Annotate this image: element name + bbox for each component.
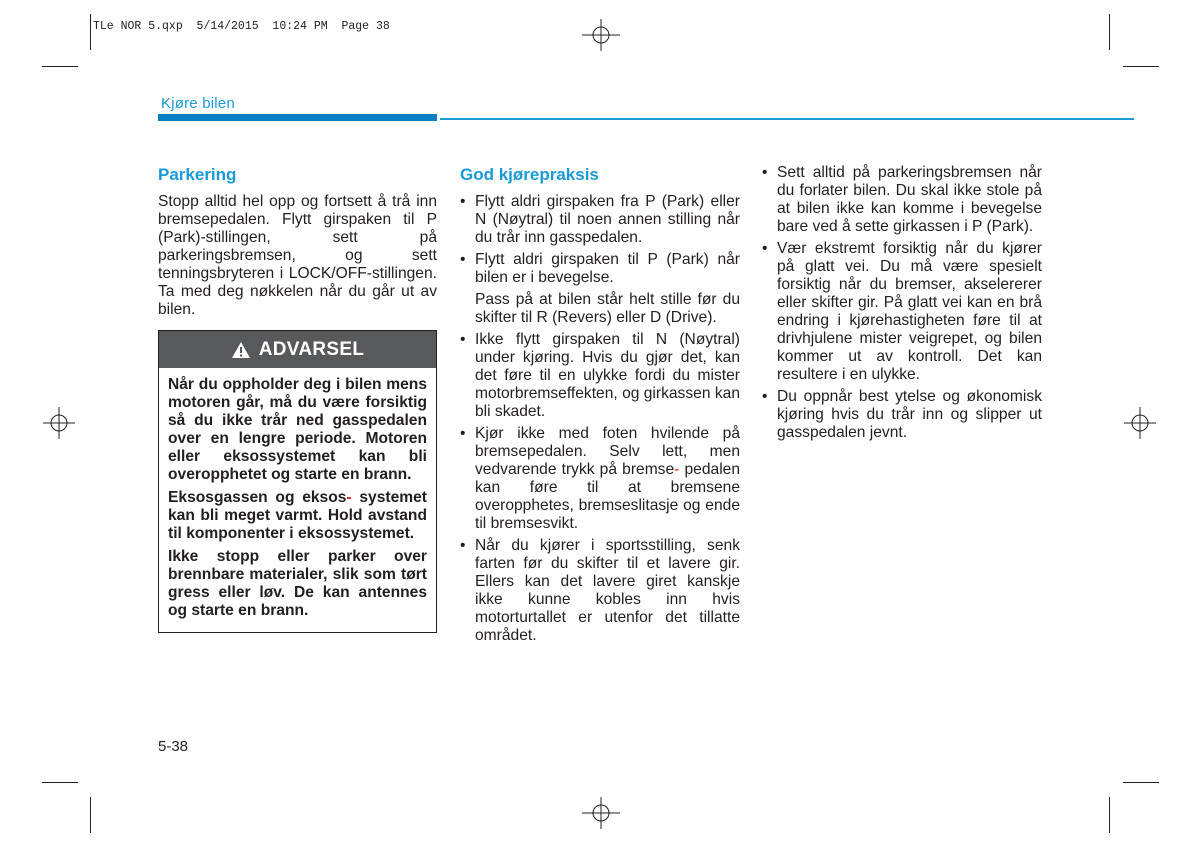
bullet-icon: • bbox=[460, 537, 466, 554]
list-item-text: Flytt aldri girspaken til P (Park) når bilen er i bevegelse. bbox=[475, 251, 740, 286]
list-item-subparagraph: Pass på at bilen står helt stille før du skifter til R (Revers) eller D (Drive). bbox=[475, 291, 740, 326]
column-continued bbox=[762, 164, 1042, 446]
list-item bbox=[460, 193, 740, 247]
list-item-text: Ikke flytt girspaken til N (Nøytral) under kjøring. Hvis du gjør det, kan det føre til en ulykke fordi du mister motorbremseffekten, og girkassen kan bli skadet. bbox=[475, 331, 740, 420]
crop-mark bbox=[1123, 66, 1159, 67]
warning-box bbox=[158, 330, 437, 633]
warning-paragraph: Når du oppholder deg i bilen mens motoren går, må du være forsiktig så du ikke trår ned gasspedalen over en lengre periode. Motoren eller eksossystemet kan bli overopphetet og starte en brann. bbox=[168, 376, 427, 483]
bullet-icon: • bbox=[460, 425, 466, 442]
registration-mark-icon bbox=[1124, 407, 1156, 439]
list-item-text: Sett alltid på parkeringsbremsen når du forlater bilen. Du skal ikke stole på at bilen ikke kan komme i bevegelse bare ved å sette girkassen i P (Park). bbox=[777, 164, 1042, 235]
crop-mark bbox=[1123, 782, 1159, 783]
warning-paragraph: Ikke stopp eller parker over brennbare materialer, slik som tørt gress eller løv. De kan antennes og starte en brann. bbox=[168, 548, 427, 619]
bullet-list bbox=[460, 193, 740, 645]
crop-mark bbox=[1109, 797, 1110, 833]
bullet-icon: • bbox=[460, 251, 466, 268]
registration-mark-icon bbox=[582, 797, 620, 829]
warning-header bbox=[159, 331, 436, 368]
registration-mark-icon bbox=[582, 19, 620, 51]
list-item bbox=[460, 331, 740, 421]
warning-paragraph bbox=[168, 489, 427, 543]
list-item-text: Vær ekstremt forsiktig når du kjører på glatt vei. Du må være spesielt forsiktig når du bremser, akselererer eller skifter gir. På glatt vei kan en brå endring i kjørehastigheten føre til at drivhjulene mister veigrepet, og bilen kommer ut av kontroll. Det kan resultere i en ulykke. bbox=[777, 240, 1042, 383]
list-item-text: Når du kjører i sportsstilling, senk farten før du skifter til et lavere gir. Ellers kan det lavere giret kanskje ikke kunne kobles inn hvis motorturtallet er utenfor det tillatte området. bbox=[475, 537, 740, 644]
bullet-list bbox=[762, 164, 1042, 442]
section-rule bbox=[440, 118, 1134, 120]
bullet-icon: • bbox=[762, 240, 768, 257]
heading-parkering: Parkering bbox=[158, 165, 237, 184]
heading-god-kjorepraksis: God kjørepraksis bbox=[460, 165, 599, 184]
hyphen-mark: - bbox=[346, 489, 352, 506]
list-item bbox=[762, 388, 1042, 442]
crop-mark bbox=[42, 66, 78, 67]
bullet-icon: • bbox=[762, 388, 768, 405]
list-item-text: pedalen kan føre til at bremsene overopphetes, bremseslitasje og ende til bremsesvikt. bbox=[475, 461, 740, 532]
print-slug: TLe NOR 5.qxp 5/14/2015 10:24 PM Page 38 bbox=[93, 20, 390, 33]
hyphen-mark: - bbox=[674, 461, 680, 478]
list-item bbox=[762, 240, 1042, 384]
warning-body bbox=[159, 368, 436, 632]
bullet-icon: • bbox=[460, 193, 466, 210]
list-item bbox=[460, 537, 740, 645]
list-item bbox=[460, 251, 740, 327]
warning-text: Eksosgassen og eksos bbox=[168, 489, 347, 506]
section-title: Kjøre bilen bbox=[161, 95, 235, 112]
warning-label: ADVARSEL bbox=[258, 338, 365, 360]
bullet-icon: • bbox=[460, 331, 466, 348]
page-number: 5-38 bbox=[158, 738, 189, 755]
column-god-kjorepraksis bbox=[460, 164, 740, 649]
list-item bbox=[460, 425, 740, 533]
list-item-text: Kjør ikke med foten hvilende på bremsepedalen. Selv lett, men vedvarende trykk på bremse bbox=[475, 425, 740, 478]
bullet-icon: • bbox=[762, 164, 768, 181]
crop-mark bbox=[1109, 14, 1110, 50]
list-item bbox=[762, 164, 1042, 236]
crop-mark bbox=[90, 797, 91, 833]
list-item-text: Flytt aldri girspaken fra P (Park) eller N (Nøytral) til noen annen stilling når du trår inn gasspedalen. bbox=[475, 193, 740, 246]
crop-mark bbox=[90, 14, 91, 50]
warning-text: systemet kan bli meget varmt. Hold avstand til komponenter i eksossystemet. bbox=[168, 489, 427, 542]
list-item-text: Du oppnår best ytelse og økonomisk kjøring hvis du trår inn og slipper ut gasspedalen jevnt. bbox=[777, 388, 1042, 441]
section-bar bbox=[158, 114, 437, 121]
column-parkering bbox=[158, 164, 437, 633]
crop-mark bbox=[42, 782, 78, 783]
registration-mark-icon bbox=[43, 407, 75, 439]
warning-triangle-icon bbox=[231, 341, 251, 359]
paragraph-parkering: Stopp alltid hel opp og fortsett å trå inn bremsepedalen. Flytt girspaken til P (Park)-stillingen, sett på parkeringsbremsen, og sett tenningsbryteren i LOCK/OFF-stillingen. Ta med deg nøkkelen når du går ut av bilen. bbox=[158, 193, 437, 318]
